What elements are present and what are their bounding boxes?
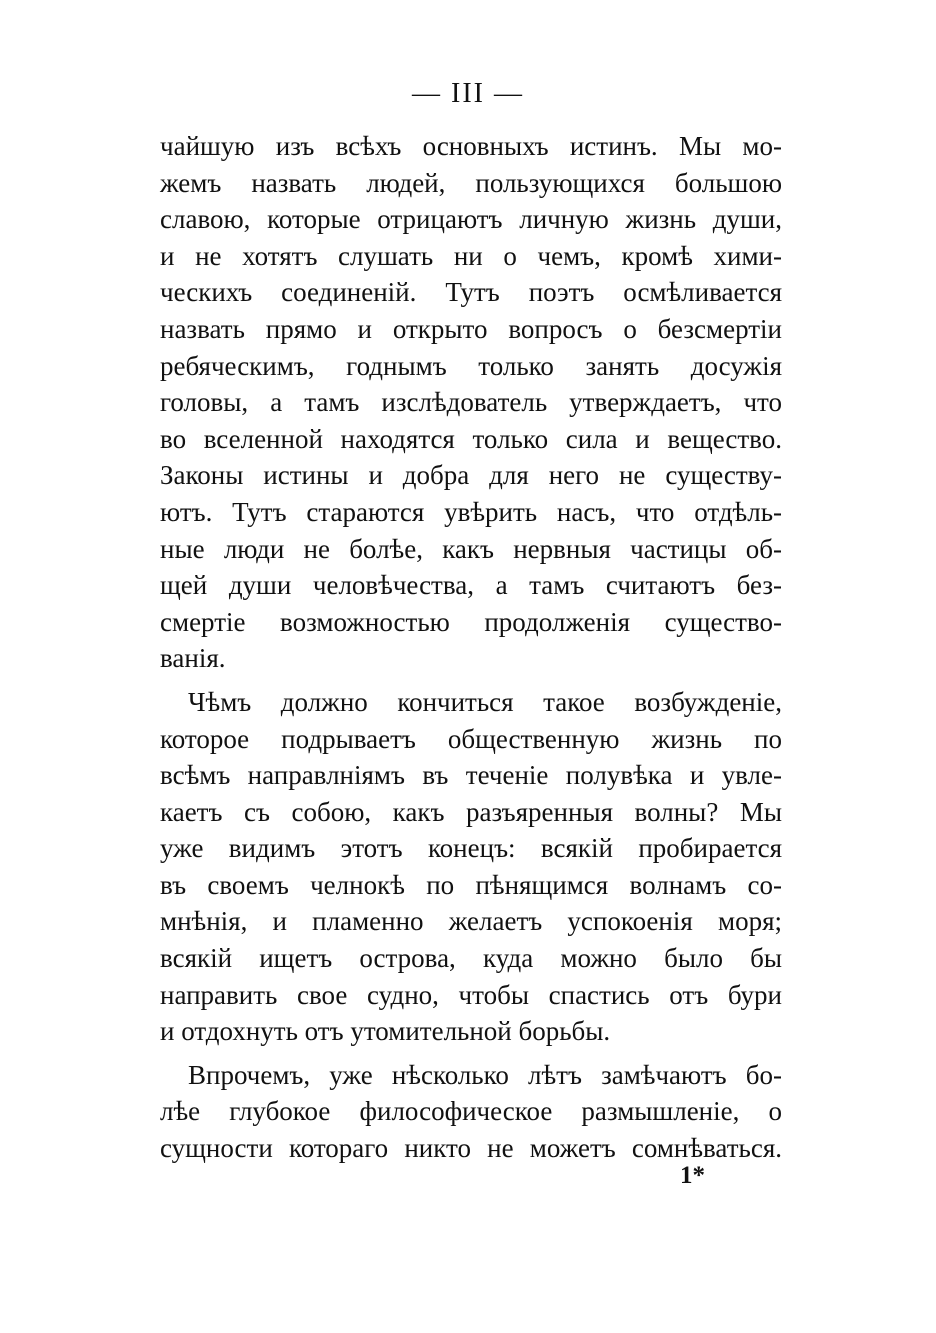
text-line: головы, а тамъ изслѣдователь утверждаетъ, что	[160, 387, 782, 418]
text-line: всякiй ищетъ острова, куда можно было бы	[160, 943, 782, 974]
page-number: — III —	[412, 78, 524, 109]
text-line: ные люди не болѣе, какъ нервныя частицы об-	[160, 533, 782, 564]
text-line: во вселенной находятся только сила и вещество.	[160, 423, 782, 454]
paragraph	[160, 128, 782, 677]
text-line: всѣмъ направлнiямъ въ теченiе полувѣка и увле-	[160, 760, 782, 791]
text-line: мнѣнiя, и пламенно желаетъ успокоенiя моря;	[160, 906, 782, 937]
text-line: Законы истины и добра для него не существу-	[160, 460, 782, 491]
text-line: смертiе возможностью продолженiя существо-	[160, 606, 782, 637]
text-line: ванiя.	[160, 643, 226, 674]
text-line: каетъ съ собою, какъ разъяренныя волны? Мы	[160, 796, 782, 827]
paragraph	[160, 684, 782, 1050]
text-line: лѣе глубокое философическое размышленiе, о	[160, 1096, 782, 1127]
text-line: чайшую изъ всѣхъ основныхъ истинъ. Мы мо-	[160, 131, 782, 161]
text-line: жемъ назвать людей, пользующихся большою	[160, 167, 782, 198]
text-line: ческихъ соединенiй. Тутъ поэтъ осмѣливается	[160, 277, 782, 308]
text-line: назвать прямо и открыто вопросъ о безсмертiи	[160, 313, 782, 344]
text-line: направить свое судно, чтобы спастись отъ бури	[160, 979, 782, 1010]
text-line: славою, которые отрицаютъ личную жизнь души,	[160, 204, 782, 235]
text-line: уже видимъ этотъ конецъ: всякiй пробирается	[160, 833, 782, 864]
text-line: сущности котораго никто не можетъ сомнѣваться.	[160, 1133, 782, 1164]
body-text	[160, 128, 782, 1167]
paragraph	[160, 1057, 782, 1167]
text-line: щей души человѣчества, а тамъ считаютъ без-	[160, 570, 782, 601]
text-line: въ своемъ челнокѣ по пѣнящимся волнамъ со-	[160, 869, 782, 900]
text-line: ютъ. Тутъ стараются увѣрить насъ, что отдѣль-	[160, 496, 782, 527]
text-line: ребяческимъ, годнымъ только занять досужiя	[160, 350, 782, 381]
text-line: и не хотятъ слушать ни о чемъ, кромѣ хими-	[160, 240, 782, 271]
signature-mark: 1*	[680, 1162, 705, 1189]
text-line: и отдохнуть отъ утомительной борьбы.	[160, 1016, 611, 1047]
text-line: Впрочемъ, уже нѣсколько лѣтъ замѣчаютъ бо-	[188, 1059, 782, 1090]
text-line: которое подрываетъ общественную жизнь по	[160, 723, 782, 754]
text-line: Чѣмъ должно кончиться такое возбужденiе,	[188, 686, 782, 717]
